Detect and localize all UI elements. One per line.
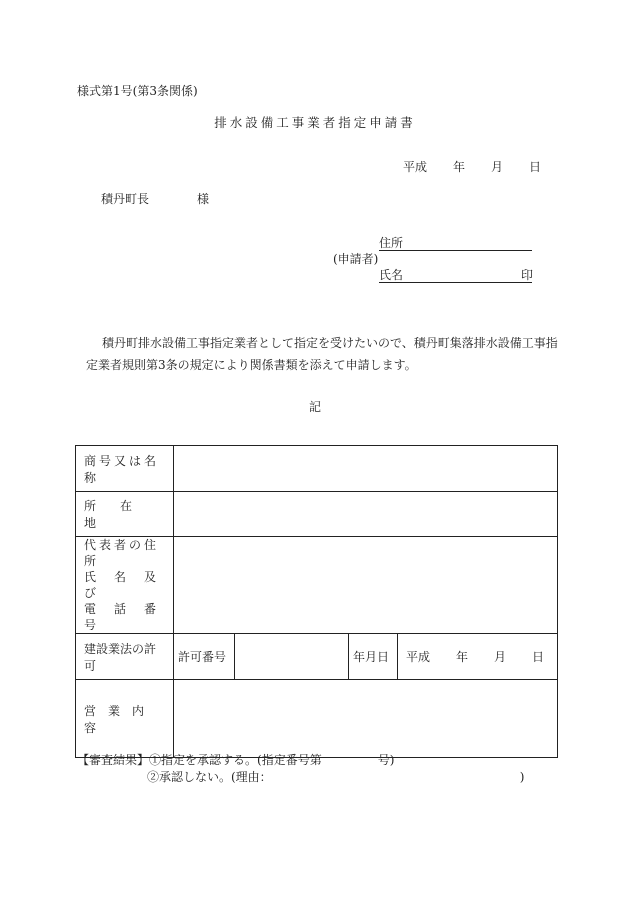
application-statement-text: 積丹町排水設備工事指定業者として指定を受けたいので、積丹町集落排水設備工事指定業者規則第3条の規定により関係書類を添えて申請します。 [86, 336, 558, 372]
seal-mark: 印 [521, 268, 534, 282]
addressee-honorific: 様 [197, 192, 210, 206]
permit-date-label: 年月日 [349, 634, 398, 680]
permit-date-day: 日 [532, 650, 545, 664]
name-label: 氏名 [379, 268, 404, 282]
date-day: 日 [529, 160, 542, 174]
representative-label-line2: 氏 名 及 び [84, 570, 175, 600]
form-number: 様式第1号(第3条関係) [77, 84, 198, 98]
address-label: 住所 [379, 236, 404, 250]
reject-option-end: ) [519, 770, 525, 784]
date-era: 平成 [403, 160, 428, 174]
date-line [403, 160, 541, 174]
application-table [75, 445, 558, 758]
table-row-business [76, 680, 558, 758]
business-content-label: 営 業 内 容 [76, 680, 174, 758]
representative-label-line1: 代表者の住所 [84, 538, 160, 568]
table-row-construction-permit [76, 634, 558, 680]
permit-date-year: 年 [456, 650, 469, 664]
review-result-label: 【審査結果】 [77, 753, 150, 767]
trade-name-label: 商号又は名称 [76, 446, 174, 492]
permit-number-field[interactable] [235, 634, 349, 680]
name-field-line[interactable] [379, 282, 532, 283]
date-year: 年 [453, 160, 466, 174]
reject-option: ②承認しない。(理由： [147, 770, 272, 784]
permit-date-era: 平成 [406, 650, 431, 664]
date-month: 月 [491, 160, 504, 174]
construction-permit-label: 建設業法の許可 [76, 634, 174, 680]
application-statement [86, 332, 566, 376]
approve-option: ①指定を承認する。(指定番号第 [149, 753, 322, 767]
business-content-field[interactable] [174, 680, 558, 758]
trade-name-field[interactable] [174, 446, 558, 492]
table-row-location [76, 492, 558, 537]
addressee-name: 積丹町長 [101, 192, 150, 206]
review-result-line2 [147, 770, 524, 784]
applicant-label: (申請者) [333, 252, 379, 266]
location-label: 所 在 地 [76, 492, 174, 537]
permit-date-month: 月 [494, 650, 507, 664]
representative-label [76, 537, 174, 634]
permit-date-field[interactable] [398, 634, 558, 680]
review-result-line1 [77, 753, 394, 767]
address-field-line[interactable] [379, 250, 532, 251]
approve-option-end: 号) [377, 753, 395, 767]
table-row-representative [76, 537, 558, 634]
document-title: 排水設備工事業者指定申請書 [214, 115, 416, 130]
addressee [101, 192, 209, 206]
permit-number-label: 許可番号 [174, 634, 235, 680]
location-field[interactable] [174, 492, 558, 537]
ki-heading: 記 [308, 400, 321, 414]
representative-label-line3: 電 話 番 号 [84, 602, 175, 632]
table-row-trade-name [76, 446, 558, 492]
representative-field[interactable] [174, 537, 558, 634]
